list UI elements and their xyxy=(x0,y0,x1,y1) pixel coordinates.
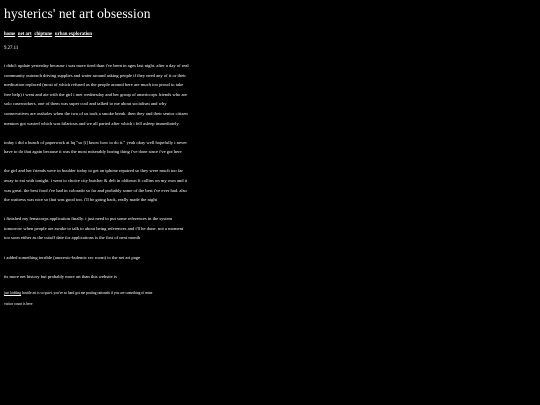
visitor-count: visitor count is here xyxy=(4,301,33,306)
post-paragraph: today i did a bunch of paperwork at hq "so [i] know how to do it." yeah okay well hopefully i never have to do that again because it was the most miserably boring thing i've done since i've got here xyxy=(4,139,187,155)
post-paragraph: i added something terrible (anorexic-bulemic rec room) to the net art page xyxy=(4,254,141,260)
nav-link-chiptune[interactable]: chiptune xyxy=(34,32,53,37)
post-date: 9.27.11 xyxy=(4,46,19,51)
nav-link-home[interactable]: home xyxy=(4,32,16,37)
footer-line xyxy=(4,291,540,296)
footer-link[interactable]: just kidding xyxy=(4,290,22,295)
post-paragraph: i finished my femacorps application finally. i just need to put some references in the system tomorrow when people are awake to talk to about being references and i'll be done. not a moment too soon either as the cutoff date for applications is the first of next month xyxy=(4,216,184,241)
site-title: hysterics' net art obsession xyxy=(4,6,151,21)
post-body xyxy=(4,61,540,281)
nav-link-urban-exploration[interactable]: urban exploration xyxy=(54,32,93,37)
main-nav xyxy=(4,32,540,38)
footer-text: hostile art is so quiet, you've so hard got me posting rationals if you are something of mine xyxy=(21,290,153,295)
nav-link-net-art[interactable]: net art xyxy=(17,32,32,37)
post-paragraph: i didn't update yesterday because i was more tired than i've been in ages last night. after a day of real community outreach driving supplies and water around asking people if they need any of it or their medication replaced (most of which refused as the people around here are much too proud to take free help) i went and ate with the girl i met wednesday and her group of americorps friends who are solo caseworkers. one of them was super cool and talked to me about socialism and why conservatives are assholes when the two of us took a smoke break. then they and their senior citizen mentors got wasted which was hilarious and we all parted after which i fell asleep immediately. xyxy=(4,63,189,126)
post-paragraph: the girl and her friends were in boulder today to get an iphone repaired so they were much too far away to eat with tonight. i went to choice city butcher & deli in oldtown ft collins on my own and it was great. the best food i've had in colorado so far and probably some of the best i've ever had. also the waitress was nice so that was good too. i'll be going back, really made the night xyxy=(4,168,188,203)
post-paragraph: its more net history but probably more art than this website is xyxy=(4,273,117,279)
